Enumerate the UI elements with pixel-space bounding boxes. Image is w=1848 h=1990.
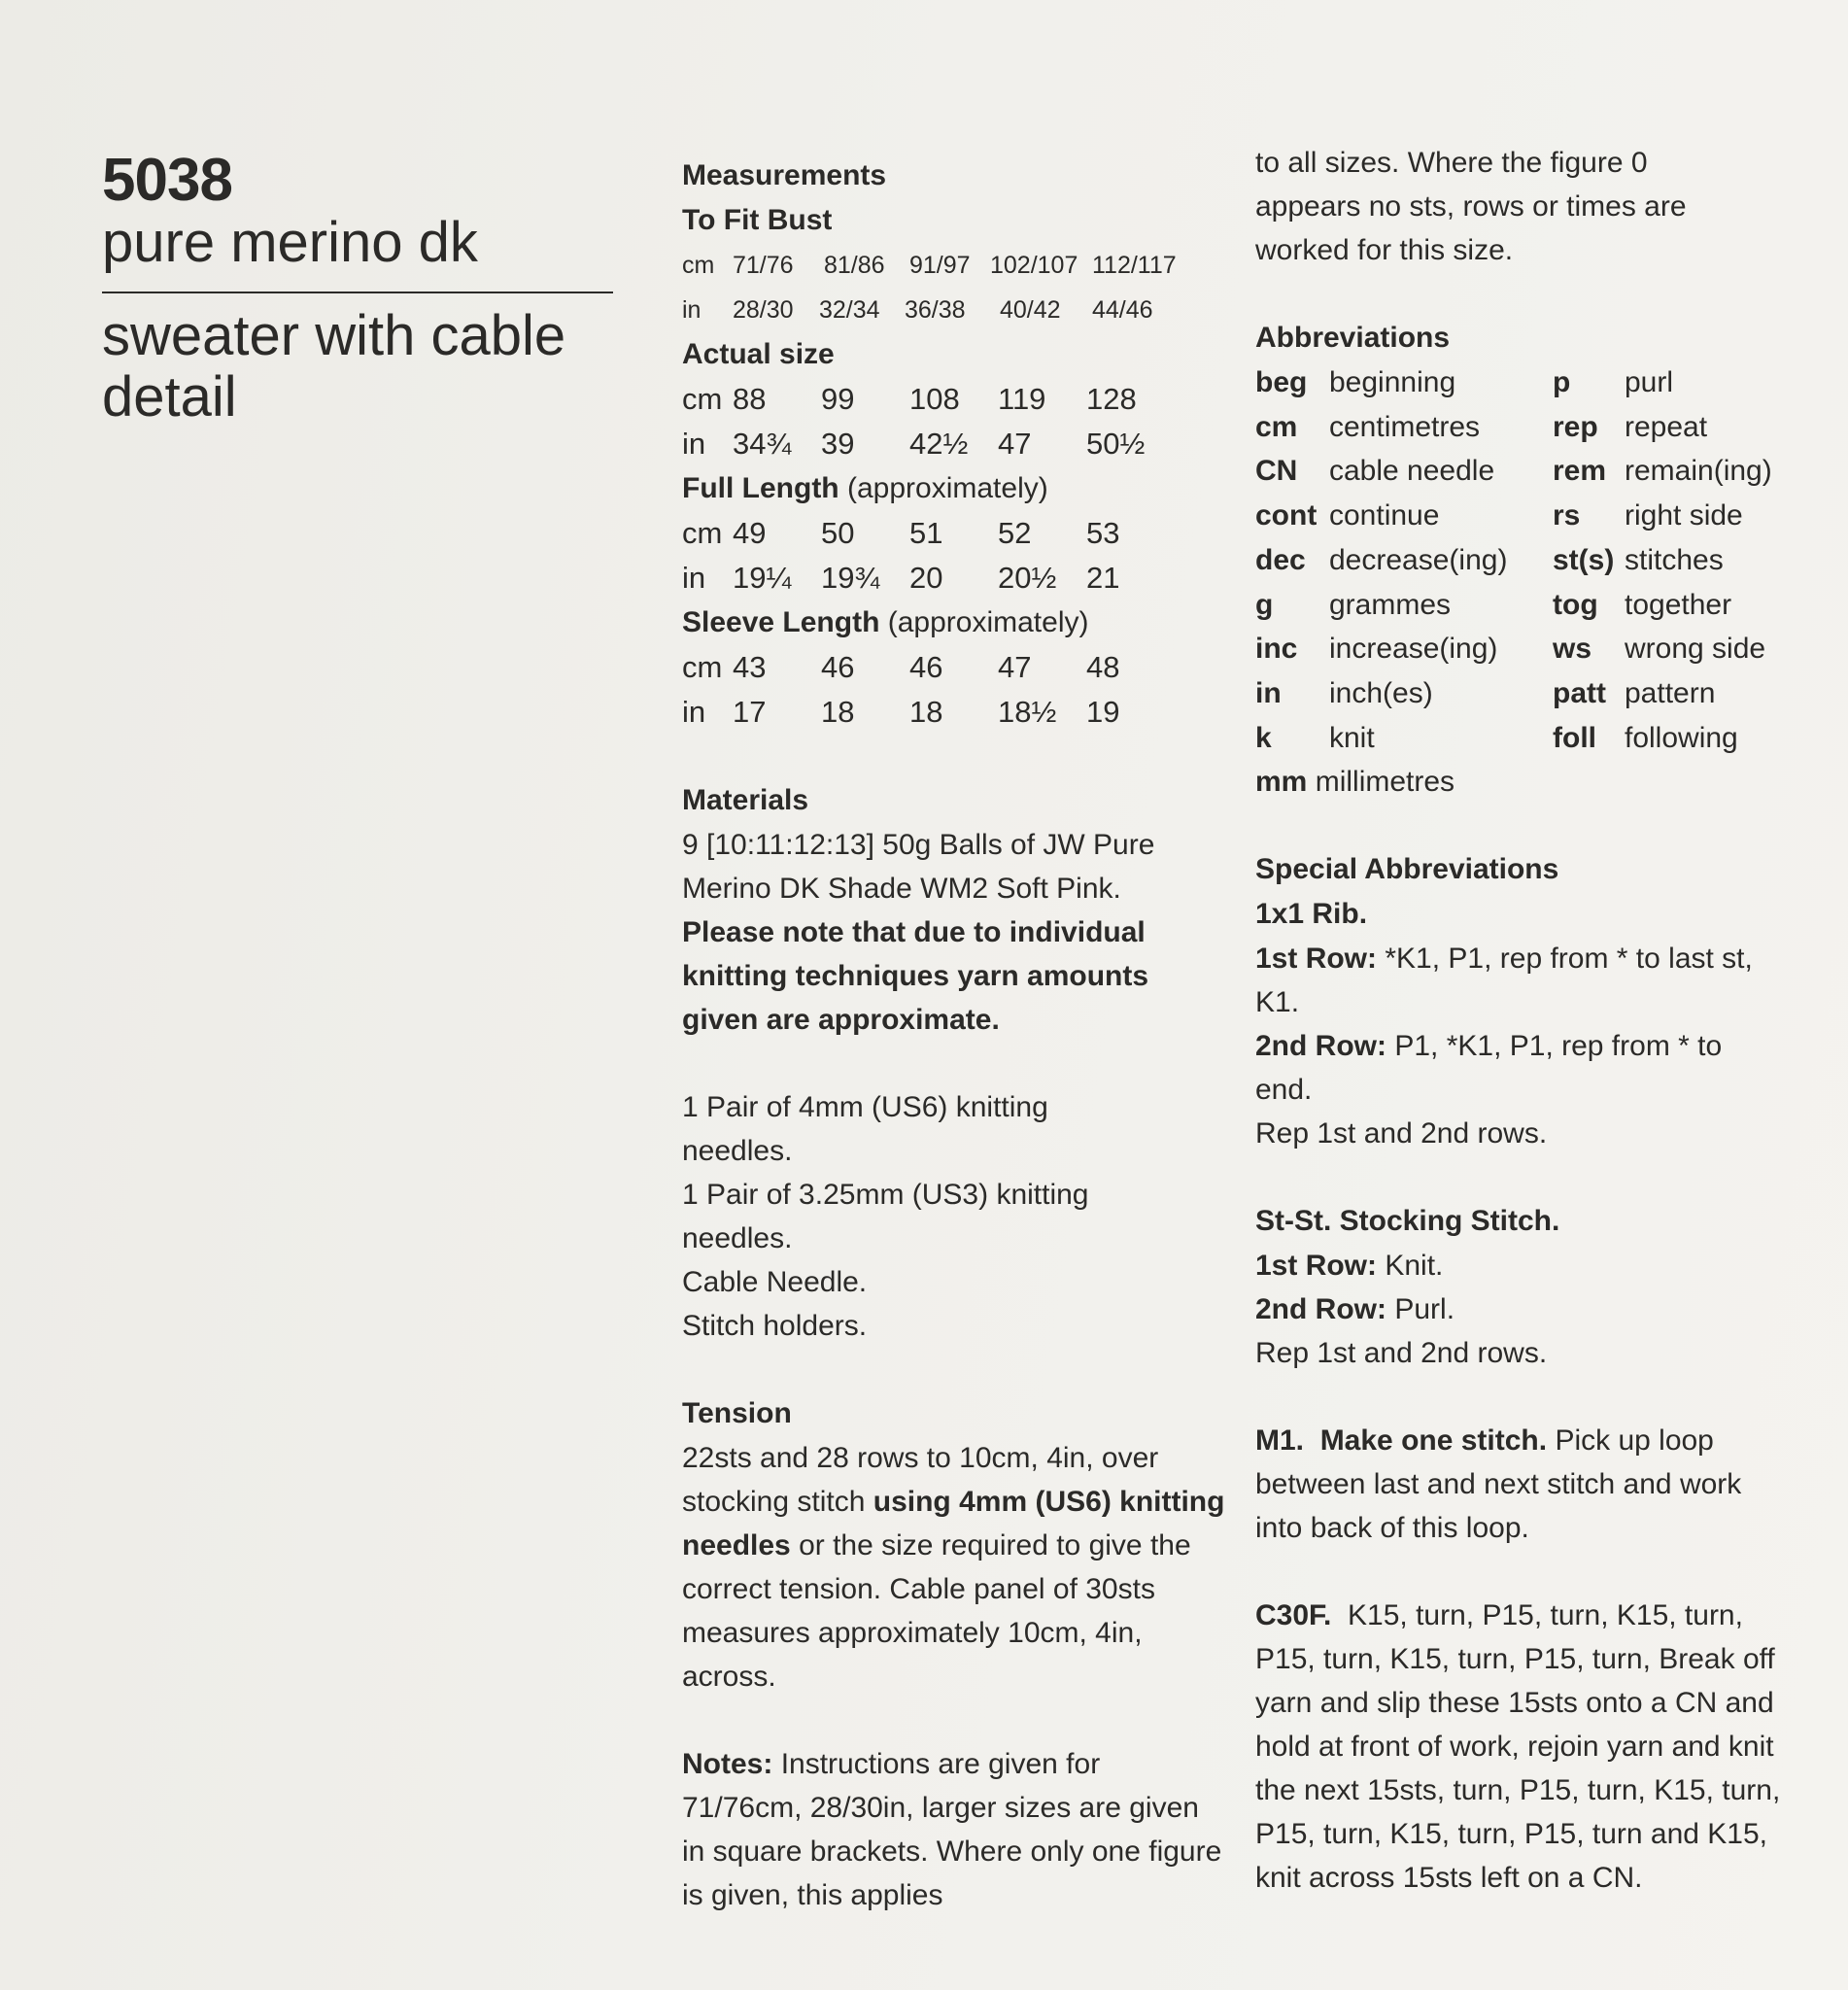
sleeve-length-label: Sleeve Length — [682, 606, 880, 638]
size-value: 44/46 — [1092, 296, 1153, 324]
stocking-repeat: Rep 1st and 2nd rows. — [1255, 1337, 1548, 1370]
size-value: 34¾ — [733, 427, 792, 461]
size-value: 42½ — [909, 427, 969, 461]
rib-title: 1x1 Rib. — [1255, 898, 1368, 931]
rib-row-2 — [1255, 1024, 1770, 1112]
tension-text-1: 22sts and 28 rows to 10cm, 4in, over stocking stitch — [682, 1442, 1159, 1518]
actual-size-cm-row — [682, 377, 1226, 422]
size-value: 19¾ — [821, 561, 880, 595]
abbr-value: cable needle — [1329, 455, 1495, 488]
size-value: 88 — [733, 382, 767, 416]
size-value: 112/117 — [1092, 252, 1177, 279]
row-text: Purl. — [1394, 1293, 1455, 1326]
abbr-value: beginning — [1329, 366, 1456, 398]
row-text: *K1, P1, rep from * to last st, K1. — [1255, 943, 1753, 1019]
abbr-value: wrong side — [1625, 633, 1766, 666]
size-value: 51 — [909, 516, 943, 550]
size-value: 19 — [1086, 695, 1120, 729]
size-value: 102/107 — [990, 252, 1078, 279]
size-value: 71/76 — [733, 252, 794, 279]
abbr-key: inc — [1255, 633, 1298, 666]
abbr-value: repeat — [1625, 410, 1708, 443]
abbr-value: remain(ing) — [1625, 455, 1772, 488]
c30f-definition — [1255, 1594, 1799, 1900]
size-value: 32/34 — [819, 296, 880, 324]
row-label: 2nd Row: — [1255, 1293, 1386, 1326]
title-block — [102, 147, 617, 429]
size-value: 49 — [733, 516, 767, 550]
materials-yarn: 9 [10:11:12:13] 50g Balls of JW Pure Merino DK Shade WM2 Soft Pink. — [682, 829, 1155, 905]
to-fit-bust-cm-row — [682, 243, 1226, 288]
c30f-label: C30F. — [1255, 1599, 1332, 1632]
abbr-value: decrease(ing) — [1329, 543, 1508, 576]
tension-text-2: or the size required to give the correct tension. Cable panel of 30sts measures approximately 10cm, 4in, across. — [682, 1529, 1191, 1693]
abbr-value: millimetres — [1315, 766, 1455, 799]
notes-text: Instructions are given for 71/76cm, 28/30in, larger sizes are given in square brackets. Where only one figure is given, this applies — [682, 1748, 1222, 1911]
abbr-key: foll — [1553, 721, 1596, 754]
special-abbreviations-heading: Special Abbreviations — [1255, 853, 1559, 886]
middle-column — [682, 154, 1226, 1917]
size-value: 50 — [821, 516, 855, 550]
unit-label: in — [682, 695, 706, 729]
title-divider — [102, 292, 613, 293]
rib-repeat: Rep 1st and 2nd rows. — [1255, 1117, 1548, 1150]
unit-label: cm — [682, 516, 723, 550]
unit-label: in — [682, 427, 706, 461]
abbr-key: k — [1255, 721, 1272, 754]
tension-text — [682, 1436, 1226, 1698]
size-value: 91/97 — [909, 252, 971, 279]
unit-label: in — [682, 561, 706, 595]
sleeve-length-cm-row — [682, 645, 1226, 690]
sleeve-length-qualifier: (approximately) — [887, 606, 1089, 638]
abbr-key: rem — [1553, 455, 1607, 488]
size-value: 99 — [821, 382, 855, 416]
full-length-cm-row — [682, 511, 1226, 556]
size-value: 18½ — [998, 695, 1057, 729]
full-length-heading — [682, 466, 1226, 511]
abbr-value: centimetres — [1329, 410, 1481, 443]
design-title: sweater with cable detail — [102, 303, 566, 429]
abbreviations-heading: Abbreviations — [1255, 322, 1451, 354]
sleeve-length-heading — [682, 600, 1226, 645]
size-value: 52 — [998, 516, 1032, 550]
size-value: 20 — [909, 561, 943, 595]
m1-text: Pick up loop between last and next stitch and work into back of this loop. — [1255, 1424, 1742, 1545]
tension-needles: using 4mm (US6) knitting needles — [682, 1486, 1225, 1561]
m1-label: M1. — [1255, 1424, 1305, 1458]
abbr-value: stitches — [1625, 543, 1724, 576]
abbr-key: rep — [1553, 410, 1598, 443]
row-label: 1st Row: — [1255, 943, 1378, 976]
abbr-key: in — [1255, 676, 1282, 709]
abbr-key: dec — [1255, 543, 1306, 576]
materials-note: Please note that due to individual knitting techniques yarn amounts given are approximate. — [682, 916, 1149, 1036]
size-value: 108 — [909, 382, 960, 416]
abbr-key: st(s) — [1553, 543, 1615, 576]
unit-label: cm — [682, 650, 723, 684]
abbr-value: pattern — [1625, 676, 1716, 709]
abbr-value: following — [1625, 721, 1738, 754]
size-value: 39 — [821, 427, 855, 461]
materials-item: 1 Pair of 4mm (US6) knitting needles. — [682, 1091, 1048, 1167]
pattern-number: 5038 — [102, 147, 232, 214]
size-value: 43 — [733, 650, 767, 684]
stocking-title: St-St. Stocking Stitch. — [1255, 1205, 1560, 1238]
size-value: 81/86 — [824, 252, 885, 279]
abbr-value: knit — [1329, 721, 1375, 754]
abbr-value: grammes — [1329, 588, 1452, 621]
size-value: 50½ — [1086, 427, 1146, 461]
size-value: 20½ — [998, 561, 1057, 595]
abbr-value: purl — [1625, 366, 1674, 398]
abbr-last-row — [1255, 760, 1819, 804]
abbr-key: p — [1553, 366, 1571, 398]
full-length-qualifier: (approximately) — [846, 472, 1048, 504]
size-value: 17 — [733, 695, 767, 729]
actual-size-in-row — [682, 422, 1226, 466]
m1-definition — [1255, 1419, 1761, 1550]
abbr-value: continue — [1329, 499, 1440, 532]
to-fit-bust-in-row — [682, 288, 1226, 332]
materials-item: 1 Pair of 3.25mm (US3) knitting needles. — [682, 1179, 1089, 1254]
abbr-value: right side — [1625, 499, 1743, 532]
size-value: 128 — [1086, 382, 1137, 416]
abbr-key: beg — [1255, 366, 1308, 398]
notes-paragraph — [682, 1742, 1226, 1917]
size-value: 40/42 — [1000, 296, 1061, 324]
size-value: 46 — [821, 650, 855, 684]
row-label: 2nd Row: — [1255, 1030, 1386, 1063]
abbr-key: patt — [1553, 676, 1606, 709]
abbr-value: inch(es) — [1329, 676, 1433, 709]
size-value: 28/30 — [733, 296, 794, 324]
abbr-key: ws — [1553, 633, 1592, 666]
row-label: 1st Row: — [1255, 1250, 1378, 1283]
materials-item: Stitch holders. — [682, 1310, 868, 1342]
size-value: 18 — [821, 695, 855, 729]
unit-label: cm — [682, 252, 715, 279]
row-text: Knit. — [1385, 1250, 1444, 1283]
stocking-row-1 — [1255, 1244, 1819, 1287]
abbr-key: CN — [1255, 455, 1298, 488]
yarn-name: pure merino dk — [102, 211, 478, 274]
size-value: 19¼ — [733, 561, 792, 595]
abbr-key: cont — [1255, 499, 1318, 532]
stocking-row-2 — [1255, 1287, 1819, 1331]
size-value: 53 — [1086, 516, 1120, 550]
notes-label: Notes: — [682, 1748, 773, 1780]
abbr-value: together — [1625, 588, 1732, 621]
size-value: 47 — [998, 427, 1032, 461]
unit-label: cm — [682, 382, 723, 416]
size-value: 48 — [1086, 650, 1120, 684]
materials-item: Cable Needle. — [682, 1266, 868, 1298]
to-fit-bust-heading: To Fit Bust — [682, 204, 833, 236]
size-value: 47 — [998, 650, 1032, 684]
tension-heading: Tension — [682, 1397, 792, 1429]
abbr-key: g — [1255, 588, 1274, 621]
m1-title: Make one stitch. — [1319, 1424, 1548, 1458]
size-value: 18 — [909, 695, 943, 729]
size-value: 36/38 — [905, 296, 966, 324]
sleeve-length-in-row — [682, 690, 1226, 735]
c30f-text: K15, turn, P15, turn, K15, turn, P15, turn, K15, turn, P15, turn, Break off yarn and slip these 15sts onto a CN and hold at front of work, rejoin yarn and knit the next 15sts, turn, P15, turn, K15, turn, P15, turn, K15, turn, P15, turn and K15, knit across 15sts left on a CN. — [1255, 1599, 1781, 1895]
abbr-key: rs — [1553, 499, 1581, 532]
abbr-key: tog — [1553, 588, 1598, 621]
abbreviations-table — [1255, 360, 1819, 760]
unit-label: in — [682, 296, 702, 324]
abbr-key: cm — [1255, 410, 1298, 443]
size-value: 21 — [1086, 561, 1120, 595]
materials-heading: Materials — [682, 784, 809, 816]
abbr-value: increase(ing) — [1329, 633, 1498, 666]
abbr-key: mm — [1255, 766, 1308, 799]
size-value: 119 — [998, 382, 1046, 416]
full-length-label: Full Length — [682, 472, 839, 504]
measurements-heading: Measurements — [682, 159, 887, 191]
rib-row-1 — [1255, 937, 1770, 1024]
notes-continued: to all sizes. Where the figure 0 appears no sts, rows or times are worked for this size. — [1255, 147, 1687, 266]
actual-size-heading: Actual size — [682, 338, 835, 370]
row-text: P1, *K1, P1, rep from * to end. — [1255, 1030, 1723, 1107]
right-column — [1255, 141, 1819, 1900]
full-length-in-row — [682, 556, 1226, 600]
size-value: 46 — [909, 650, 943, 684]
